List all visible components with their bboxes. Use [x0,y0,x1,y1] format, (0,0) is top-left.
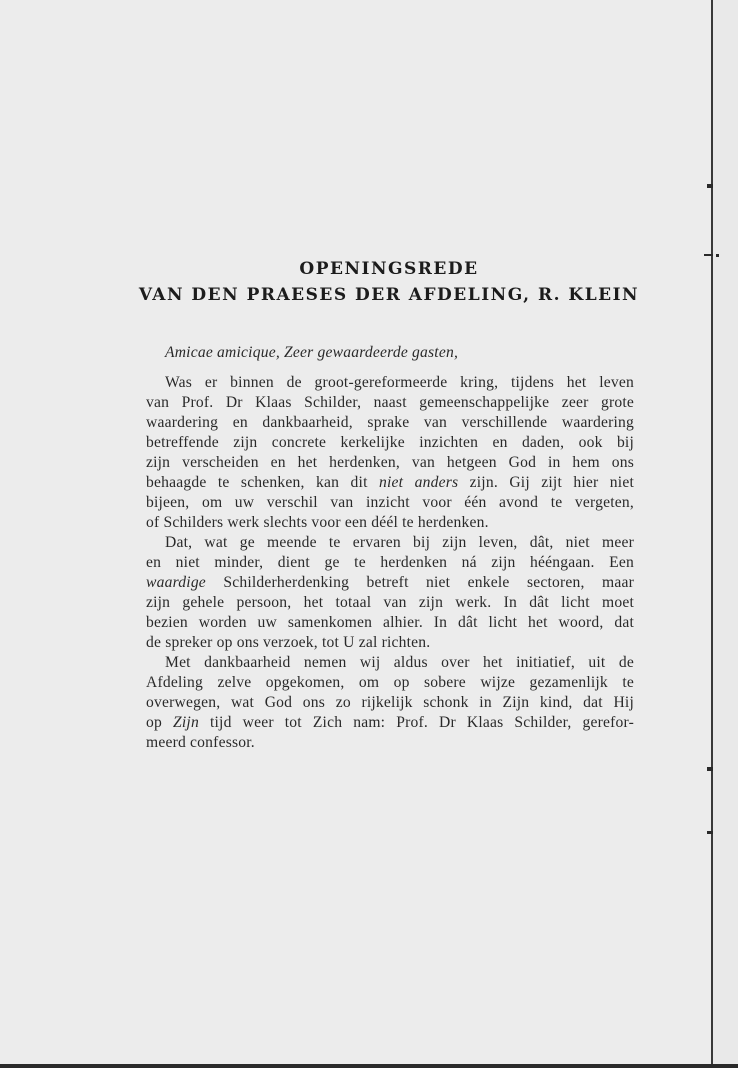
text-fragment: zijn. Gij zijt hier niet [458,474,634,491]
right-border [711,0,713,1068]
text-line [146,473,634,493]
edge-mark [704,254,713,256]
text-line: Afdeling zelve opgekomen, om op sobere wijze gezamenlijk te [146,674,634,691]
text-line: waardering en dankbaarheid, sprake van verschillende waardering [146,414,634,431]
text-line: Dat, wat ge meende te ervaren bij zijn leven, dât, niet meer [165,534,634,551]
text-line: van Prof. Dr Klaas Schilder, naast gemeenschappelijke zeer grote [146,394,634,411]
emphasis: Zijn [173,714,199,731]
page-edge [713,0,738,1064]
body-text [146,373,634,753]
text-line: de spreker op ons verzoek, tot U zal richten. [146,634,431,651]
edge-mark [716,254,719,257]
text-fragment: tijd weer tot Zich nam: Prof. Dr Klaas Schilder, gerefor- [198,714,634,731]
text-line: en niet minder, dient ge te herdenken ná zijn hééngaan. Een [146,554,634,571]
text-line: Was er binnen de groot-gereformeerde kring, tijdens het leven [165,374,634,391]
text-line: zijn gehele persoon, het totaal van zijn werk. In dât licht moet [146,594,634,611]
text-line: meerd confessor. [146,734,255,751]
edge-mark [707,831,713,834]
text-line: betreffende zijn concrete kerkelijke inzichten en daden, ook bij [146,434,634,451]
edge-mark [707,767,713,771]
text-line: Met dankbaarheid nemen wij aldus over het initiatief, uit de [165,654,634,671]
text-line: overwegen, wat God ons zo rijkelijk schonk in Zijn kind, dat Hij [146,694,634,711]
emphasis: waardige [146,574,206,591]
text-line: of Schilders werk slechts voor een déél te herdenken. [146,514,489,531]
title-line-1: OPENINGSREDE [299,259,479,279]
emphasis: niet anders [379,474,459,491]
text-line: zijn verscheiden en het herdenken, van hetgeen God in hem ons [146,454,634,471]
text-fragment: op [146,714,174,731]
text-line: bezien worden uw samenkomen alhier. In dât licht het woord, dat [146,614,634,631]
text-line [146,573,634,593]
salutation: Amicae amicique, Zeer gewaardeerde gasten, [165,344,459,361]
text-line: bijeen, om uw verschil van inzicht voor één avond te vergeten, [146,494,634,511]
title-line-2: VAN DEN PRAESES DER AFDELING, R. KLEIN [138,285,640,305]
edge-mark [707,184,713,188]
text-fragment: behaagde te schenken, kan dit [146,474,380,491]
text-line [146,713,634,733]
bottom-border [0,1064,738,1068]
text-fragment: Schilderherdenking betreft niet enkele sectoren, maar [205,574,634,591]
